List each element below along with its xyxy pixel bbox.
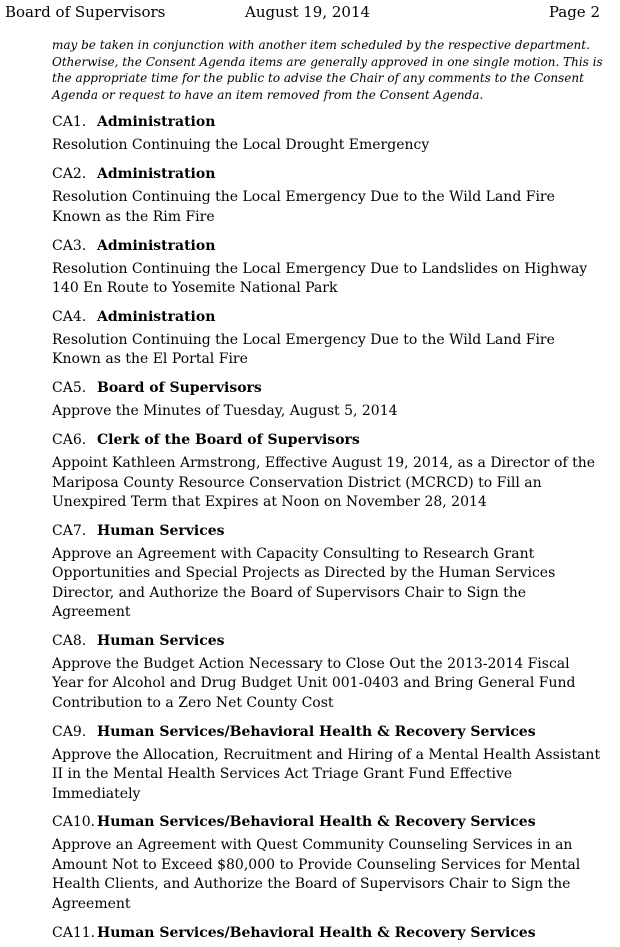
agenda-item-department: Human Services <box>97 632 225 649</box>
page-header <box>0 3 620 23</box>
header-board-name: Board of Supervisors <box>5 3 166 21</box>
header-page-number: Page 2 <box>548 3 600 21</box>
agenda-item-number: CA9. <box>52 723 87 740</box>
agenda-item-heading <box>52 924 604 943</box>
agenda-item-description: Approve the Minutes of Tuesday, August 5, 2014 <box>52 403 398 420</box>
header-date: August 19, 2014 <box>245 3 371 21</box>
agenda-item <box>52 113 604 155</box>
agenda-item <box>52 813 604 914</box>
agenda-item-description: Appoint Kathleen Armstrong, Effective August 19, 2014, as a Director of the Mariposa County Resource Conservation District (MCRCD) to Fill an Unexpired Term that Expires at Noon on November 28, 2014 <box>52 455 596 510</box>
agenda-item-number: CA6. <box>52 432 87 449</box>
agenda-item-number: CA8. <box>52 632 87 649</box>
agenda-item <box>52 632 604 713</box>
consent-agenda-intro: may be taken in conjunction with another item scheduled by the respective department. Otherwise, the Consent Agenda items are generally approved in one single motion. This is the appropriate time for the public to advise the Chair of any comments to the Consent Agenda or request to have an item removed from the Consent Agenda. <box>52 38 603 102</box>
agenda-item-department: Board of Supervisors <box>97 380 262 397</box>
agenda-item-description: Resolution Continuing the Local Emergency Due to the Wild Land Fire Known as the Rim Fire <box>52 189 555 225</box>
agenda-item-heading <box>52 431 604 450</box>
agenda-item-number: CA5. <box>52 380 87 397</box>
agenda-item-heading <box>52 237 604 256</box>
agenda-item-heading <box>52 165 604 184</box>
agenda-item-description: Approve the Allocation, Recruitment and Hiring of a Mental Health Assistant II in the Mental Health Services Act Triage Grant Fund Effective Immediately <box>52 746 601 802</box>
agenda-item-department: Administration <box>97 308 216 325</box>
agenda-item <box>52 723 604 804</box>
agenda-item-department: Human Services/Behavioral Health & Recovery Services <box>97 814 536 831</box>
agenda-item-heading <box>52 723 604 742</box>
agenda-item-description: Resolution Continuing the Local Emergency Due to the Wild Land Fire Known as the El Portal Fire <box>52 331 555 368</box>
agenda-item-number: CA3. <box>52 237 87 254</box>
agenda-item-heading <box>52 113 604 132</box>
agenda-item-heading <box>52 632 604 651</box>
agenda-item-heading <box>52 379 604 398</box>
agenda-item-department: Administration <box>97 166 216 183</box>
agenda-item <box>52 237 604 299</box>
agenda-item-department: Human Services/Behavioral Health & Recovery Services <box>97 723 536 740</box>
agenda-item-number: CA1. <box>52 114 87 131</box>
agenda-item-heading <box>52 813 604 832</box>
agenda-item-description: Resolution Continuing the Local Drought Emergency <box>52 137 430 154</box>
agenda-items-list <box>52 113 604 942</box>
agenda-item-description: Approve the Budget Action Necessary to Close Out the 2013-2014 Fiscal Year for Alcohol and Drug Budget Unit 001-0403 and Bring General Fund Contribution to a Zero Net County Cost <box>52 655 576 711</box>
agenda-item-department: Human Services <box>97 522 225 539</box>
agenda-item-number: CA10. <box>52 814 96 831</box>
agenda-item-department: Administration <box>97 237 216 254</box>
agenda-item-heading <box>52 308 604 327</box>
agenda-item-number: CA4. <box>52 308 87 325</box>
agenda-item-heading <box>52 522 604 541</box>
consent-agenda-content <box>52 37 604 947</box>
agenda-item <box>52 522 604 623</box>
agenda-item <box>52 924 604 943</box>
agenda-item-department: Clerk of the Board of Supervisors <box>97 432 360 449</box>
agenda-item <box>52 379 604 421</box>
agenda-item-number: CA11. <box>52 924 96 941</box>
agenda-item-department: Human Services/Behavioral Health & Recovery Services <box>97 924 536 941</box>
agenda-item-description: Resolution Continuing the Local Emergency Due to Landslides on Highway 140 En Route to Yosemite National Park <box>52 260 588 296</box>
agenda-item <box>52 431 604 512</box>
agenda-item-number: CA7. <box>52 522 87 539</box>
agenda-item <box>52 308 604 370</box>
agenda-item <box>52 165 604 227</box>
agenda-item-department: Administration <box>97 114 216 131</box>
agenda-item-number: CA2. <box>52 166 87 183</box>
agenda-item-description: Approve an Agreement with Quest Community Counseling Services in an Amount Not to Exceed $80,000 to Provide Counseling Services for Mental Health Clients, and Authorize the Board of Supervisors Chair to Sign the Agreement <box>52 837 581 912</box>
agenda-item-description: Approve an Agreement with Capacity Consulting to Research Grant Opportunities and Special Projects as Directed by the Human Services Director, and Authorize the Board of Supervisors Chair to Sign the Agreement <box>52 545 556 621</box>
